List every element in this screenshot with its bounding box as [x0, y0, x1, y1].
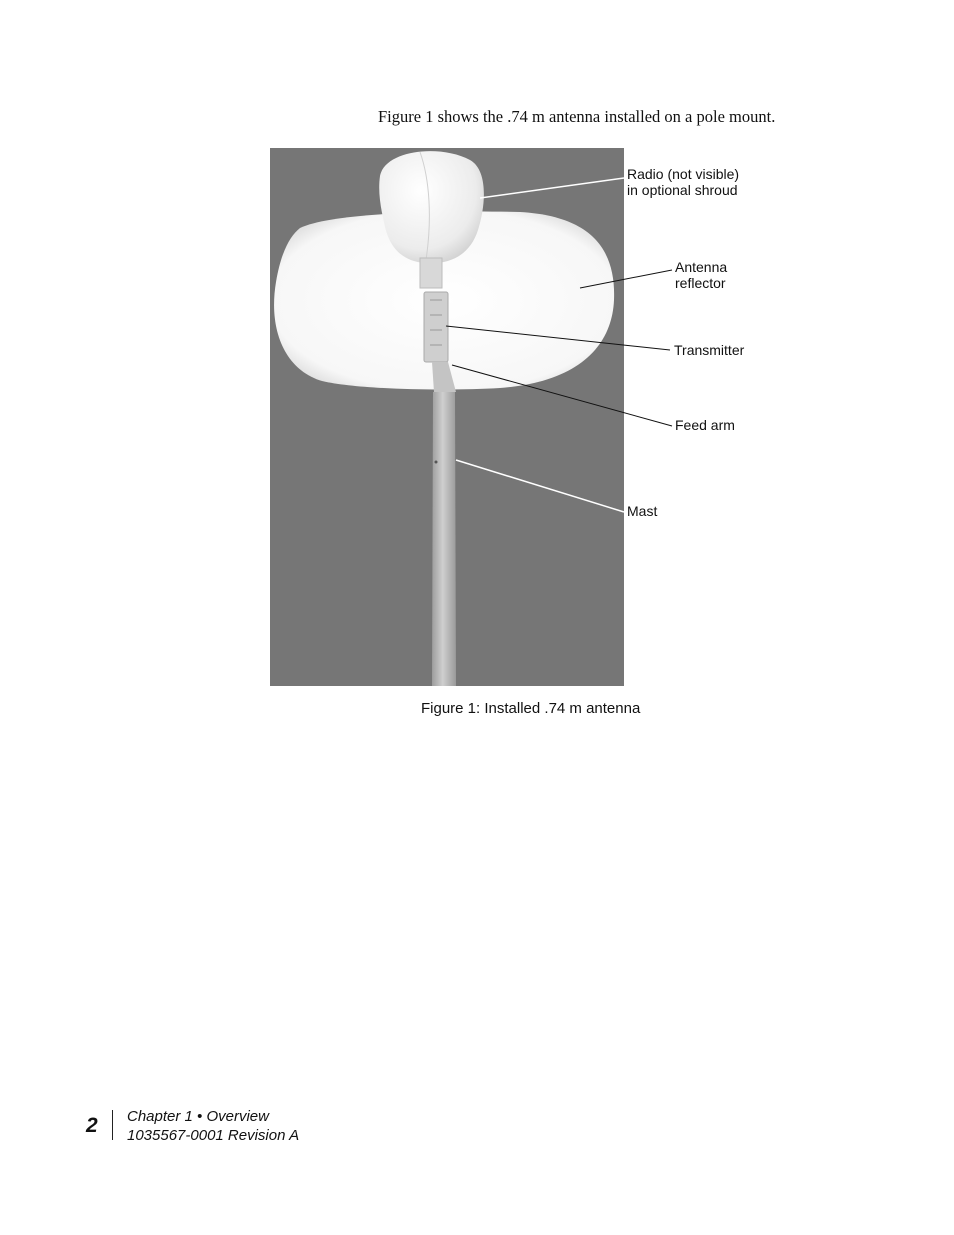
reflector-callout-line1: Antenna: [675, 259, 728, 275]
reflector-callout-line2: reflector: [675, 275, 726, 291]
footer-divider: [112, 1110, 113, 1140]
radio-callout-line2: in optional shroud: [627, 182, 738, 198]
footer-info: [127, 1107, 299, 1145]
reflector-callout: [675, 259, 727, 291]
transmitter-callout: Transmitter: [674, 342, 745, 358]
intro-paragraph: Figure 1 shows the .74 m antenna installed on a pole mount.: [378, 107, 776, 126]
transmitter-unit: [424, 292, 448, 362]
footer-doc-id: 1035567-0001 Revision A: [127, 1127, 300, 1144]
mast: [432, 392, 456, 686]
radio-callout-line1: Radio (not visible): [627, 166, 740, 182]
mount-bracket: [420, 258, 442, 288]
mast-callout: Mast: [627, 503, 658, 519]
feed-arm-callout: Feed arm: [675, 417, 735, 433]
footer-chapter: Chapter 1 • Overview: [127, 1108, 269, 1125]
page-number: 2: [86, 1114, 98, 1137]
figure-caption: Figure 1: Installed .74 m antenna: [421, 700, 641, 717]
radio-shroud: [379, 151, 484, 263]
radio-callout: [627, 166, 739, 198]
